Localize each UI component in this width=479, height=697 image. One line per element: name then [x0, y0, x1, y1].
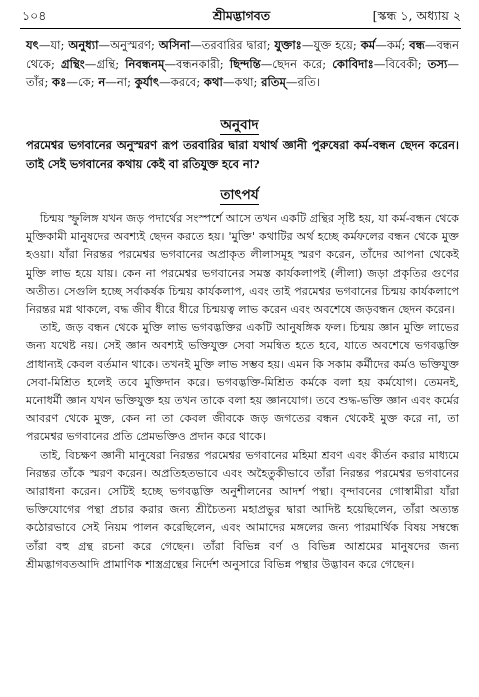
synonym-meaning: কে: [77, 75, 91, 89]
synonym-entry: কথা—কথা: [203, 75, 254, 89]
synonym-meaning: অনুস্মরণ: [110, 38, 151, 52]
synonym-entry: রতিম্—রতি: [261, 75, 316, 89]
synonym-entry: যুক্তাঃ—যুক্ত হয়ে: [274, 38, 353, 52]
synonym-meaning: ছেদন করে: [272, 56, 323, 71]
synonym-term: কোবিদাঃ: [332, 56, 374, 71]
synonym-meaning: তাঁর: [26, 75, 45, 89]
synonym-entry: অনুধ্যা—অনুস্মরণ: [68, 38, 151, 52]
synonym-term: গ্রন্থিং: [60, 56, 85, 71]
purport-heading: তাৎপর্য: [220, 187, 259, 203]
synonym-term: কঃ: [52, 75, 67, 89]
synonym-meaning: বন্ধনকারী: [176, 56, 220, 71]
synonym-term: নিবন্ধনম্: [125, 56, 165, 71]
synonym-meaning: করবে: [170, 75, 197, 89]
synonym-meaning: যা: [50, 38, 61, 52]
synonym-term: কথা: [203, 75, 223, 89]
page-header: [22, 6, 461, 26]
translation-text: পরমেশ্বর ভগবানের অনুস্মরণ রূপ তরবারির দ্বারা যথার্থ জ্ঞানী পুরুষেরা কর্ম-বন্ধন ছেদন করেন। তাই সেই ভগবানের কথায় কেই বা রতিযুক্ত হবে না?: [26, 138, 459, 171]
synonym-term: বন্ধ: [409, 38, 425, 52]
synonym-meaning: গ্রন্থি: [96, 56, 116, 71]
synonym-term: যৎ: [26, 38, 39, 52]
synonym-term: অনুধ্যা: [68, 38, 99, 52]
synonym-entry: কোবিদাঃ—বিবেকী: [332, 56, 418, 71]
translation-heading: অনুবাদ: [220, 117, 259, 133]
synonym-entry: অসিনা—তরবারির দ্বারা: [158, 38, 267, 52]
synonym-entry: ছিন্দন্তি—ছেদন করে: [229, 56, 323, 71]
book-title: শ্রীমদ্ভাগবত: [212, 8, 271, 23]
synonym-entry: ন—না: [98, 75, 128, 89]
synonym-term: রতিম্: [261, 75, 286, 89]
synonym-meaning: বিবেকী: [385, 56, 418, 71]
purport-paragraph: তাই, বিচক্ষণ জ্ঞানী মানুষেরা নিরন্তর পরমেশ্বর ভগবানের মহিমা শ্রবণ এবং কীর্তন করার মাধ্যমে নিরন্তর তাঁকে স্মরণ করেন। অপ্রতিহতভাবে এবং অহৈতুকীভাবে তাঁরা নিরন্তর পরমেশ্বর ভগবানের আরাধনা করেন। সেটিই হচ্ছে ভগবদ্ভক্তি অনুশীলনের আদর্শ পন্থা। বৃন্দাবনের গোস্বামীরা যাঁরা ভক্তিযোগের পন্থা প্রচার করার জন্য শ্রীচৈতন্য মহাপ্রভুর দ্বারা আদিষ্ট হয়েছিলেন, তাঁরা অত্যন্ত কঠোরভাবে সেই নিয়ম পালন করেছিলেন, এবং আমাদের মঙ্গলের জন্য পারমার্থিক বিষয় সম্বন্ধে তাঁরা বহু গ্রন্থ রচনা করে গেছেন। তাঁরা বিভিন্ন বর্ণ ও বিভিন্ন আশ্রমের মানুষদের জন্য শ্রীমদ্ভাগবতআদি প্রামাণিক শাস্ত্রগ্রন্থের নির্দেশ অনুসারে বিভিন্ন পন্থার উদ্ভাবন করে গেছেন।: [26, 448, 459, 571]
synonym-entry: কঃ—কে: [52, 75, 91, 89]
synonym-entry: নিবন্ধনম্—বন্ধনকারী: [125, 56, 220, 71]
synonym-term: কুর্যাৎ: [134, 75, 160, 89]
synonym-term: ছিন্দন্তি: [229, 56, 261, 71]
synonym-meaning: রতি: [297, 75, 316, 89]
synonym-entry: তস্য—তাঁর: [26, 56, 460, 89]
synonym-term: তস্য: [427, 56, 448, 71]
canto-chapter: [স্কন্ধ ১, অধ্যায় ২: [372, 8, 461, 23]
word-for-word-synonyms: যৎ—যা; অনুধ্যা—অনুস্মরণ; অসিনা—তরবারির দ্বারা; যুক্তাঃ—যুক্ত হয়ে; কর্ম—কর্ম; বন্ধ—বন্ধন থেকে; গ্রন্থিং—গ্রন্থি; নিবন্ধনম্—বন্ধনকারী; ছিন্দন্তি—ছেদন করে; কোবিদাঃ—বিবেকী; তস্য—তাঁর; কঃ—কে; ন—না; কুর্যাৎ—করবে; কথা—কথা; রতিম্—রতি।: [26, 38, 460, 89]
synonym-term: যুক্তাঃ: [274, 38, 302, 52]
synonym-entry: বন্ধ—বন্ধন থেকে: [26, 38, 460, 71]
synonym-term: কর্ম: [360, 38, 376, 52]
header-rule: [20, 28, 461, 29]
synonym-meaning: তরবারির দ্বারা: [201, 38, 267, 52]
purport-body: [26, 210, 459, 574]
synonym-term: অসিনা: [158, 38, 191, 52]
synonym-entry: কর্ম—কর্ম: [360, 38, 402, 52]
synonym-term: ন: [98, 75, 106, 89]
synonym-meaning: না: [116, 75, 128, 89]
purport-paragraph: তাই, জড় বন্ধন থেকে মুক্তি লাভ ভগবদ্ভক্তির একটি আনুষঙ্গিক ফল। চিন্ময় জ্ঞান মুক্তি লাভের জন্য যথেষ্ট নয়। সেই জ্ঞান অবশ্যই ভক্তিযুক্ত সেবা সমন্বিত হতে হবে, যাতে অবশেষে ভগবদ্ভক্তি প্রাধান্যই কেবল বর্তমান থাকে। তখনই মুক্তি লাভ সম্ভব হয়। এমন কি সকাম কর্মীদের কর্মও ভক্তিযুক্ত সেবা-মিশ্রিত হলেই তবে মুক্তিদান করে। ভগবদ্ভক্তি-মিশ্রিত কর্মকে বলা হয় কর্মযোগ। তেমনই, মনোধর্মী জ্ঞান যখন ভক্তিযুক্ত হয় তখন তাকে বলা হয় জ্ঞানযোগ। তবে শুদ্ধ-ভক্তি জ্ঞান এবং কর্মের আবরণ থেকে মুক্ত, কেন না তা কেবল জীবকে জড় জগতের বন্ধন থেকেই মুক্ত করে না, তা পরমেশ্বর ভগবানের প্রতি প্রেমভক্তিও প্রদান করে থাকে।: [26, 321, 459, 444]
synonym-entry: কুর্যাৎ—করবে: [134, 75, 197, 89]
synonym-meaning: কর্ম: [386, 38, 402, 52]
purport-paragraph: চিন্ময় স্ফুলিঙ্গ যখন জড় পদার্থের সংস্পর্শে আসে তখন একটি গ্রন্থির সৃষ্টি হয়, যা কর্ম-বন্ধন থেকে মুক্তিকামী মানুষদের অবশ্যই ছেদন করতে হয়। 'মুক্তি' কথাটির অর্থ হচ্ছে কর্মফলের বন্ধন থেকে মুক্ত হওয়া। যাঁরা নিরন্তর পরমেশ্বর ভগবানের অপ্রাকৃত লীলাসমূহ স্মরণ করেন, তাঁদের আপনা থেকেই মুক্তি লাভ হয়ে যায়। কেন না পরমেশ্বর ভগবানের সমস্ত কার্যকলাপই (লীলা) জড়া প্রকৃতির গুণের অতীত। সেগুলি হচ্ছে সর্বাকর্ষক চিন্ময় কার্যকলাপ, এবং তাই পরমেশ্বর ভগবানের চিন্ময় কার্যকলাপে নিরন্তর মগ্ন থাকলে, বদ্ধ জীব ধীরে ধীরে চিন্ময়ত্ব লাভ করেন এবং অবশেষে জড়বন্ধন ছেদন করেন।: [26, 212, 459, 317]
synonym-entry: গ্রন্থিং—গ্রন্থি: [60, 56, 116, 71]
synonym-meaning: কথা: [234, 75, 254, 89]
synonym-entry: যৎ—যা: [26, 38, 61, 52]
synonym-meaning: বন্ধন থেকে: [26, 38, 460, 71]
page-number: ১০৪: [22, 8, 47, 23]
synonym-meaning: যুক্ত হয়ে: [313, 38, 353, 52]
